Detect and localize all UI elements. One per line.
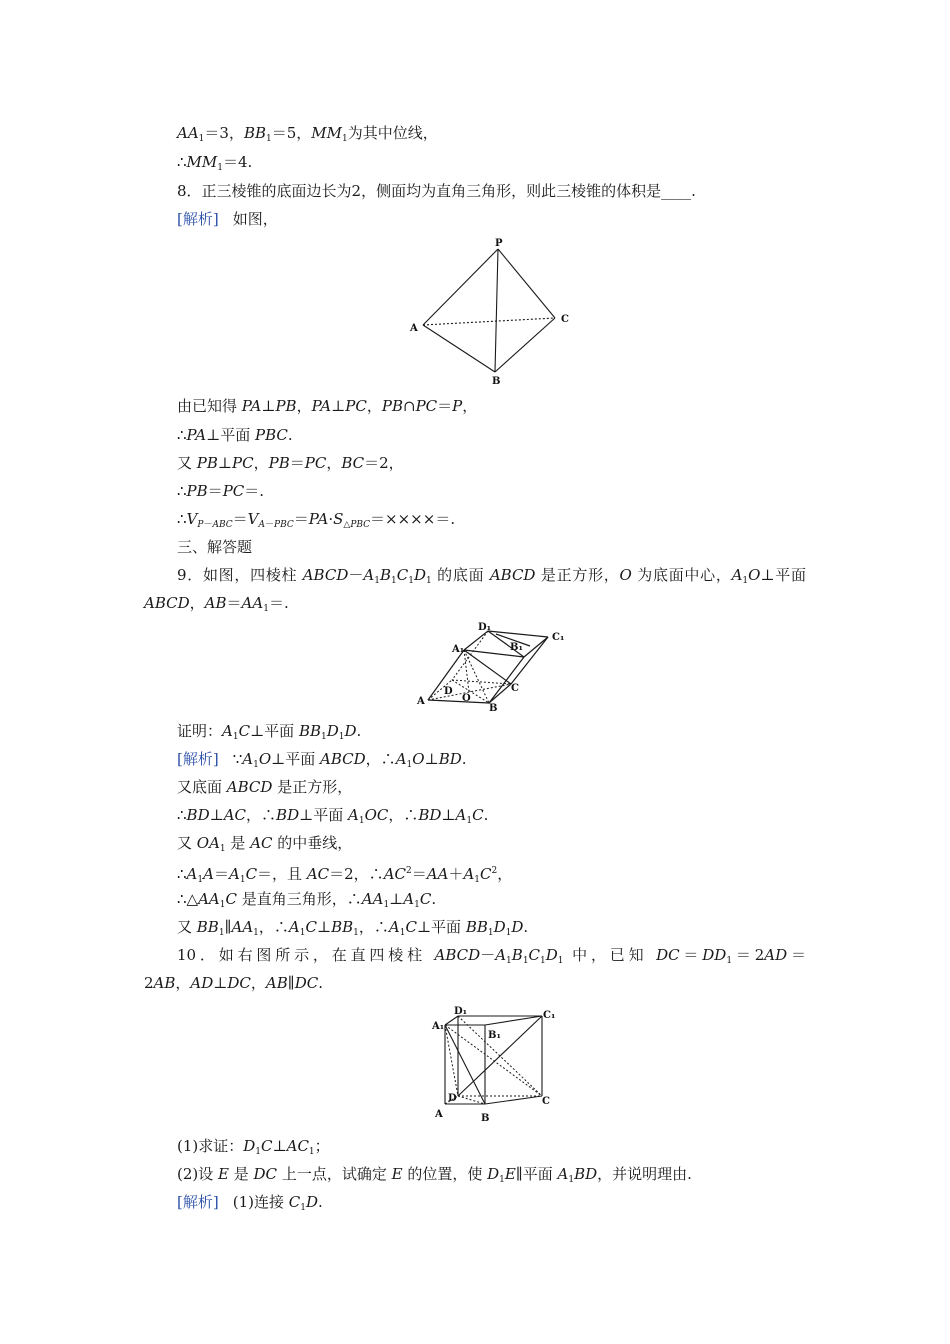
text-line: ∴BD⊥AC，∴BD⊥平面 $A_1OC$，$\therefore BD\perp A_1C$. [177, 806, 489, 826]
label-b1: B₁ [510, 642, 523, 653]
text-line: 又 $BB_1\parallel AA_1$，$\therefore A_1C\perp BB_1$，$\therefore A_1C\perp$平面 $BB_1D_1D$. [177, 918, 529, 938]
text-line: (1)求证：$D_1C\perp AC_1$； [177, 1137, 330, 1157]
tetrahedron-figure [405, 238, 585, 388]
edge-d1d-hidden [452, 631, 488, 680]
edge-bc [485, 1096, 542, 1104]
text-line: 又 PB⊥PC，PB＝PC，BC＝2， [177, 454, 404, 472]
prism-figure-q9 [414, 620, 574, 712]
text-line: $\therefore MM_1=4$. [177, 153, 253, 173]
text-line: 由已知得 PA⊥PB，PA⊥PC，PB∩PC＝P， [177, 397, 478, 415]
analysis-tag: [解析] [177, 1193, 219, 1211]
analysis-tag: [解析] [177, 750, 219, 768]
text-line: ∴PB＝PC＝. [177, 482, 265, 500]
edge-a1d-hidden [445, 1025, 458, 1096]
text-line: $\therefore A_1A=A_1C=$，且 AC＝2，$\therefore AC^2=AA+A_1C^2$， [177, 865, 513, 885]
label-o: O [462, 693, 471, 704]
edge-ac-hidden [423, 318, 555, 325]
question-8: 8．正三棱锥的底面边长为2，侧面均为直角三角形，则此三棱锥的体积是____. [177, 182, 696, 200]
edge-b1b [489, 657, 524, 703]
label-b1: B₁ [488, 1030, 501, 1041]
text-line: ABCD，$AB=AA_1=$. [144, 594, 289, 614]
label-c: C [542, 1096, 550, 1107]
edge-a1o-hidden [464, 650, 469, 692]
label-b: B [481, 1113, 490, 1124]
prism-figure-q10 [430, 1004, 560, 1126]
text-line: $\therefore\triangle AA_1C$ 是直角三角形，$\therefore AA_1\perp A_1C$. [177, 890, 437, 910]
label-a: A [417, 696, 425, 707]
label-b: B [492, 376, 501, 387]
edge-ab [423, 325, 495, 372]
edge-pc [498, 249, 555, 318]
label-d: D [448, 1093, 457, 1104]
text-line: 又底面 ABCD 是正方形， [177, 778, 353, 796]
edge-b1c1 [524, 637, 548, 657]
label-d: D [444, 686, 453, 697]
edge-ab [428, 700, 489, 703]
label-b: B [489, 703, 498, 714]
edge-dc-hidden [452, 680, 511, 684]
analysis-line: [解析] $\because A_1O\perp$平面 ABCD，$\therefore A_1O\perp BD$. [177, 750, 467, 770]
analysis-line: [解析] (1)连接 $C_1D$. [177, 1193, 323, 1213]
label-c: C [561, 314, 569, 325]
text-line: ∴PA⊥平面 PBC. [177, 426, 293, 444]
edge-bc [495, 318, 555, 372]
text-line: 10．如右图所示，在直四棱柱 $ABCD-A_1B_1C_1D_1$ 中，已知 $DC=DD_1=2AD=$ [177, 946, 806, 966]
label-c1: C₁ [552, 632, 565, 643]
analysis-text: 如图， [232, 210, 278, 228]
label-a1: A₁ [452, 644, 465, 655]
analysis-line [177, 209, 278, 229]
label-c1: C₁ [543, 1010, 556, 1021]
label-c: C [511, 683, 519, 694]
edge-d1a1 [445, 1016, 458, 1025]
text-line: (2)设 E 是 DC 上一点，试确定 E 的位置，使 $D_1E\parallel$平面 $A_1BD$，并说明理由. [177, 1165, 692, 1185]
text-line: $\therefore V_{P-ABC}=V_{A-PBC}=PA\cdot S_{\triangle PBC}=\times\times\times\times=$. [177, 510, 456, 530]
label-a: A [410, 323, 418, 334]
label-a1: A₁ [432, 1021, 445, 1032]
edge-bc [489, 684, 511, 703]
edge-pa [423, 249, 498, 325]
text-line: $AA_1=3$，$BB_1=5$，$MM_1$为其中位线， [177, 124, 438, 144]
label-p: P [495, 238, 503, 249]
text-line: 9．如图，四棱柱 $ABCD-A_1B_1C_1D_1$ 的底面 ABCD 是正方形，O 为底面中心，$A_1O\perp$平面 [177, 566, 806, 586]
analysis-tag: [解析] [177, 210, 219, 228]
label-a: A [435, 1109, 443, 1120]
text-line: 又 $OA_1$ 是 AC 的中垂线， [177, 834, 353, 854]
text-line: 2AB，AD⊥DC，AB∥DC. [144, 974, 324, 992]
label-d1: D₁ [454, 1006, 468, 1017]
label-d1: D₁ [478, 622, 492, 633]
section-heading: 三、解答题 [177, 538, 253, 556]
text-line: 证明：$A_1C\perp$平面 $BB_1D_1D$. [177, 722, 362, 742]
edge-pb [495, 249, 498, 372]
